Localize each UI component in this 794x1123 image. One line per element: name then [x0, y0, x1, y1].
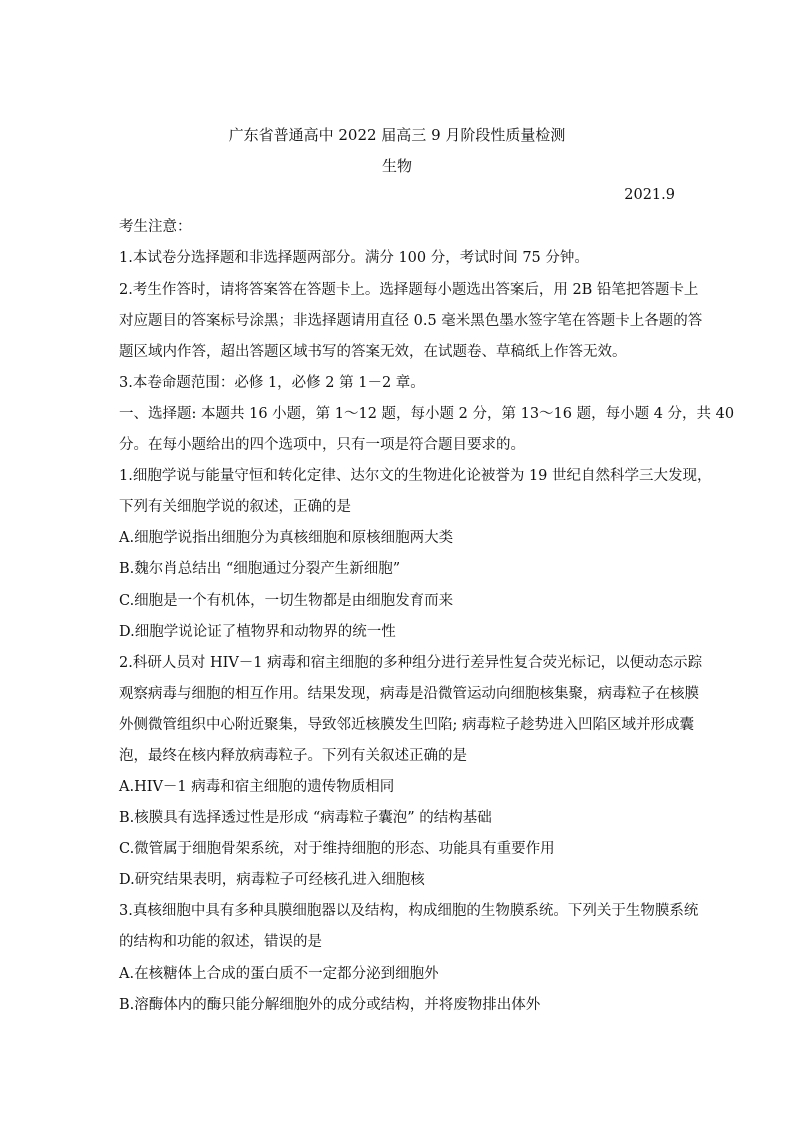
option-c: C.细胞是一个有机体，一切生物都是由细胞发育而来: [119, 593, 454, 609]
question-stem: 2.科研人员对 HIV－1 病毒和宿主细胞的多种组分进行差异性复合荧光标记，以便动态示踪: [119, 655, 703, 671]
exam-title: 广东省普通高中 2022 届高三 9 月阶段性质量检测: [228, 126, 566, 144]
option-b: B.魏尔肖总结出 “细胞通过分裂产生新细胞”: [119, 561, 401, 577]
option-a: A.HIV－1 病毒和宿主细胞的遗传物质相同: [119, 779, 395, 795]
notice-item: 题区域内作答，超出答题区域书写的答案无效，在试题卷、草稿纸上作答无效。: [119, 344, 627, 360]
question-stem: 1.细胞学说与能量守恒和转化定律、达尔文的生物进化论被誉为 19 世纪自然科学三大发现，: [119, 468, 712, 484]
exam-date: 2021.9: [624, 187, 675, 203]
notice-item: 1.本试卷分选择题和非选择题两部分。满分 100 分，考试时间 75 分钟。: [119, 250, 589, 266]
option-b: B.溶酶体内的酶只能分解细胞外的成分或结构，并将废物排出体外: [119, 997, 541, 1013]
option-d: D.研究结果表明，病毒粒子可经核孔进入细胞核: [119, 872, 425, 888]
option-b: B.核膜具有选择透过性是形成 “病毒粒子囊泡” 的结构基础: [119, 810, 492, 826]
question-stem: 泡，最终在核内释放病毒粒子。下列有关叙述正确的是: [119, 748, 467, 764]
notice-item: 2.考生作答时，请将答案答在答题卡上。选择题每小题选出答案后，用 2B 铅笔把答题卡上: [119, 282, 699, 298]
question-stem: 的结构和功能的叙述，错误的是: [119, 934, 322, 950]
option-d: D.细胞学说论证了植物界和动物界的统一性: [119, 624, 396, 640]
notice-item: 3.本卷命题范围：必修 1，必修 2 第 1－2 章。: [119, 375, 425, 391]
question-stem: 下列有关细胞学说的叙述，正确的是: [119, 499, 351, 515]
option-c: C.微管属于细胞骨架系统，对于维持细胞的形态、功能具有重要作用: [119, 841, 555, 857]
section-intro: 分。在每小题给出的四个选项中，只有一项是符合题目要求的。: [119, 437, 525, 453]
section-intro: 一、选择题: 本题共 16 小题，第 1～12 题，每小题 2 分，第 13～16 题，每小题 4 分，共 40: [119, 406, 735, 422]
notice-heading: 考生注意：: [119, 219, 192, 235]
option-a: A.在核糖体上合成的蛋白质不一定都分泌到细胞外: [119, 966, 439, 982]
question-stem: 3.真核细胞中具有多种具膜细胞器以及结构，构成细胞的生物膜系统。下列关于生物膜系统: [119, 903, 699, 919]
question-stem: 外侧微管组织中心附近聚集，导致邻近核膜发生凹陷; 病毒粒子趁势进入凹陷区域并形成囊: [119, 717, 694, 733]
subject-title: 生物: [381, 157, 412, 175]
option-a: A.细胞学说指出细胞分为真核细胞和原核细胞两大类: [119, 530, 454, 546]
notice-item: 对应题目的答案标号涂黑；非选择题请用直径 0.5 毫米黑色墨水签字笔在答题卡上各题的答: [119, 313, 703, 329]
question-stem: 观察病毒与细胞的相互作用。结果发现，病毒是沿微管运动向细胞核集聚，病毒粒子在核膜: [119, 686, 699, 702]
